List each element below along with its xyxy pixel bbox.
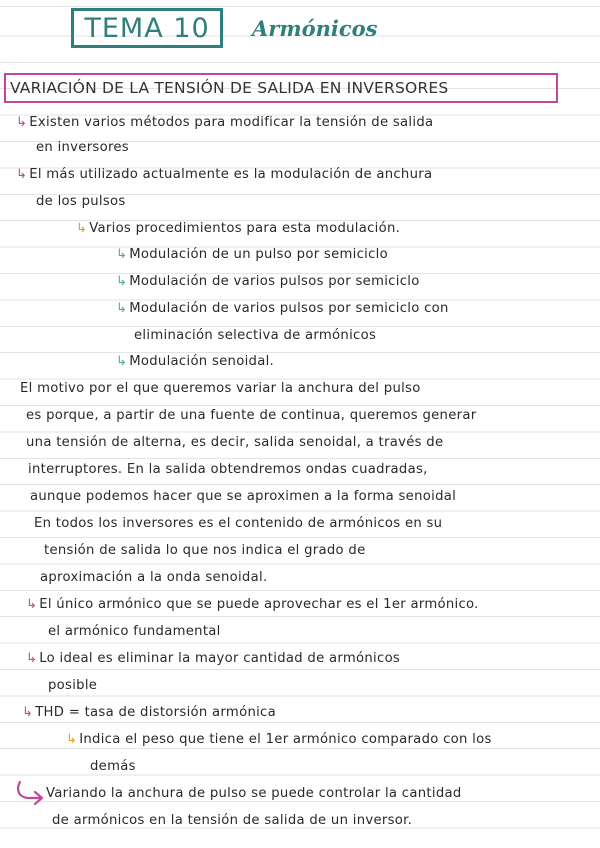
note-line: de los pulsos [36, 194, 126, 209]
hooked-arrow-icon: ↳ [16, 167, 28, 182]
hooked-arrow-icon: ↳ [116, 301, 128, 316]
note-line: en inversores [36, 140, 129, 155]
hooked-arrow-icon: ↳ [76, 221, 88, 236]
note-line: posible [48, 678, 98, 693]
note-line: una tensión de alterna, es decir, salida senoidal, a través de [26, 435, 444, 450]
note-line: es porque, a partir de una fuente de continua, queremos generar [26, 408, 477, 423]
note-line: aunque podemos hacer que se aproximen a la forma senoidal [30, 489, 457, 504]
tema-box [71, 8, 223, 48]
hooked-arrow-icon: ↳ [22, 705, 34, 720]
note-line: El motivo por el que queremos variar la anchura del pulso [20, 381, 421, 396]
note-line: Variando la anchura de pulso se puede controlar la cantidad [46, 786, 462, 801]
note-line: ↳ Lo ideal es eliminar la mayor cantidad de armónicos [26, 651, 401, 666]
note-line: demás [90, 759, 136, 774]
tema-title: TEMA 10 [84, 12, 210, 44]
hooked-arrow-icon: ↳ [16, 115, 28, 130]
note-line: aproximación a la onda senoidal. [40, 570, 268, 585]
note-line: ↳ Modulación de varios pulsos por semiciclo [116, 274, 420, 289]
hooked-arrow-icon: ↳ [116, 354, 128, 369]
note-line: En todos los inversores es el contenido de armónicos en su [34, 516, 443, 531]
note-line: eliminación selectiva de armónicos [134, 328, 377, 343]
note-line: ↳ THD = tasa de distorsión armónica [22, 705, 276, 720]
note-line: ↳ El más utilizado actualmente es la modulación de anchura [16, 167, 433, 182]
note-line: ↳ Varios procedimientos para esta modulación. [76, 221, 401, 236]
note-line: ↳ Modulación de varios pulsos por semiciclo con [116, 301, 449, 316]
note-line: el armónico fundamental [48, 624, 221, 639]
hooked-arrow-icon: ↳ [26, 597, 38, 612]
hooked-arrow-icon: ↳ [26, 651, 38, 666]
note-line: ↳ Modulación de un pulso por semiciclo [116, 247, 389, 262]
section-heading-box [4, 73, 558, 103]
note-line: ↳ Indica el peso que tiene el 1er armónico comparado con los [66, 732, 492, 747]
note-line: interruptores. En la salida obtendremos ondas cuadradas, [28, 462, 428, 477]
note-line: tensión de salida lo que nos indica el grado de [44, 543, 366, 558]
curved-arrow-icon [14, 779, 44, 805]
hooked-arrow-icon: ↳ [66, 732, 78, 747]
subject-title: Armónicos [252, 16, 378, 41]
hooked-arrow-icon: ↳ [116, 247, 128, 262]
hooked-arrow-icon: ↳ [116, 274, 128, 289]
note-line: ↳ Existen varios métodos para modificar la tensión de salida [16, 115, 434, 130]
section-heading: VARIACIÓN DE LA TENSIÓN DE SALIDA EN INVERSORES [10, 79, 449, 97]
note-line: de armónicos en la tensión de salida de un inversor. [52, 813, 413, 828]
note-line: ↳ Modulación senoidal. [116, 354, 275, 369]
note-line: ↳ El único armónico que se puede aprovechar es el 1er armónico. [26, 597, 479, 612]
